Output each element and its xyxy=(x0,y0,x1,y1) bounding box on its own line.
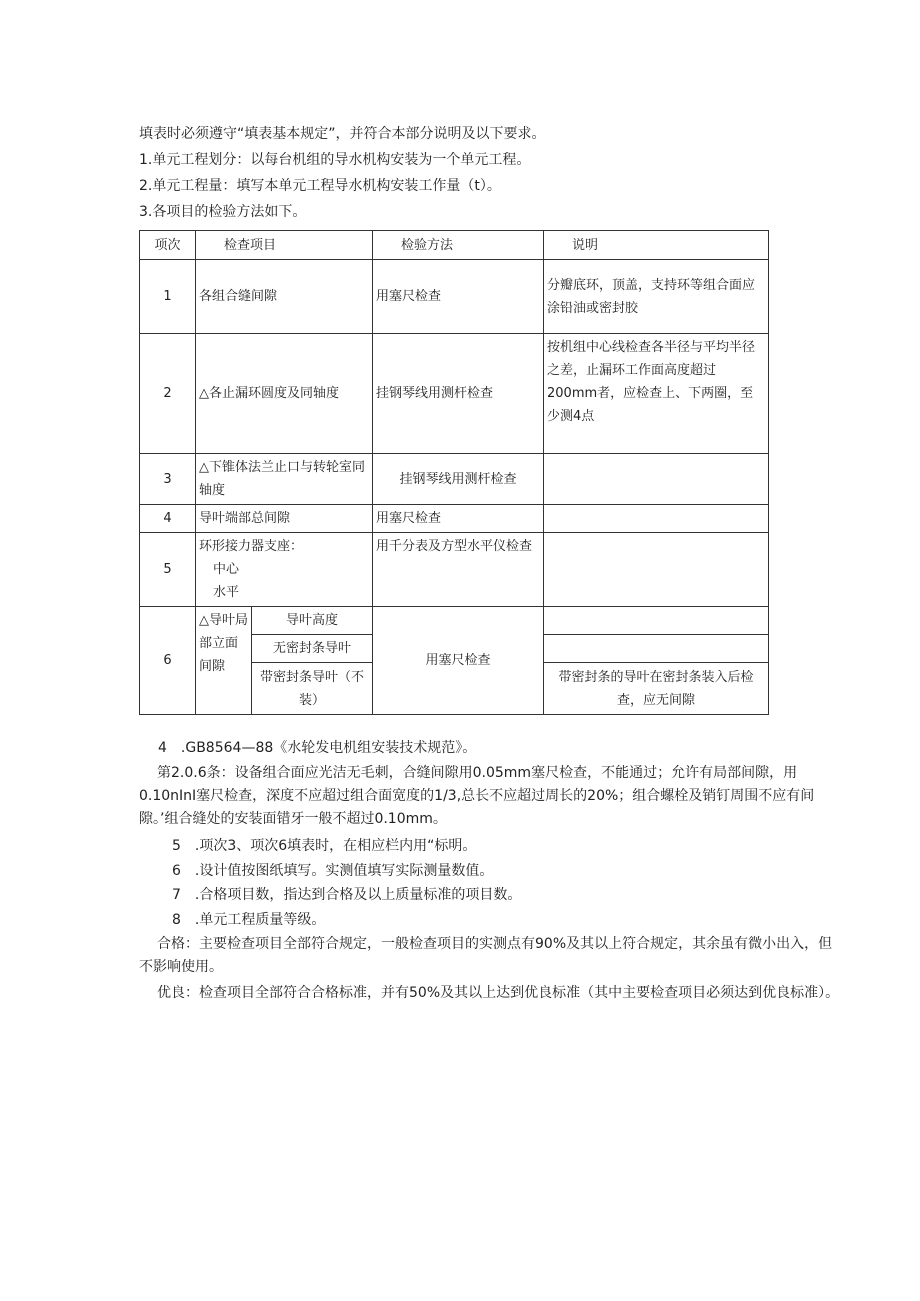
note-4: 4 .GB8564—88《水轮发电机组安装技术规范》。 xyxy=(158,740,477,756)
table-row xyxy=(140,260,769,334)
row-note xyxy=(544,635,769,663)
header-note: 说明 xyxy=(544,231,769,260)
row-item-group xyxy=(196,533,373,607)
inspection-table xyxy=(139,230,769,715)
row-method: 挂钢琴线用测杆检查 xyxy=(373,334,544,454)
row-item: △导叶局部立面间隙 xyxy=(196,607,252,715)
row-method: 用塞尺检查 xyxy=(373,260,544,334)
header-item: 检查项目 xyxy=(196,231,373,260)
header-method: 检验方法 xyxy=(373,231,544,260)
row-subitem: 导叶高度 xyxy=(252,607,373,635)
table-header-row xyxy=(140,231,769,260)
row-no: 2 xyxy=(140,334,196,454)
note-6: 6 .设计值按图纸填写。实测值填写实际测量数值。 xyxy=(172,863,494,879)
row-item: 导叶端部总间隙 xyxy=(196,505,373,533)
row-note: 分瓣底环，顶盖，支持环等组合面应涂铅油或密封胶 xyxy=(544,260,769,334)
table-row xyxy=(140,334,769,454)
row-note: 按机组中心线检查各半径与平均半径之差，止漏环工作面高度超过200mm者，应检查上、下两圈，至少测4点 xyxy=(544,334,769,454)
row-subitem-center: 中心 xyxy=(213,562,240,577)
row-item: △各止漏环圆度及同轴度 xyxy=(196,334,373,454)
row-method: 用塞尺检查 xyxy=(373,505,544,533)
row-no: 3 xyxy=(140,454,196,505)
grade-excellent: 优良：检查项目全部符合合格标准，并有50%及其以上达到优良标准（其中主要检查项目必须达到优良标准）。 xyxy=(157,985,840,1001)
intro-line-2: 2.单元工程量：填写本单元工程导水机构安装工作量（t）。 xyxy=(139,178,501,194)
note-7: 7 .合格项目数，指达到合格及以上质量标准的项目数。 xyxy=(172,887,522,903)
note-5: 5 .项次3、项次6填表时，在相应栏内用“标明。 xyxy=(172,838,477,854)
note-8: 8 .单元工程质量等级。 xyxy=(172,912,326,928)
table-row xyxy=(140,607,769,635)
intro-line-3: 3.各项目的检验方法如下。 xyxy=(139,204,307,220)
row-method: 挂钢琴线用测杆检查 xyxy=(373,454,544,505)
row-subitem-level: 水平 xyxy=(213,585,240,600)
row-item: 各组合缝间隙 xyxy=(196,260,373,334)
row-note xyxy=(544,533,769,607)
row-no: 6 xyxy=(140,607,196,715)
row-note xyxy=(544,607,769,635)
row-note xyxy=(544,505,769,533)
row-item: 环形接力器支座： xyxy=(199,539,304,554)
row-no: 5 xyxy=(140,533,196,607)
row-subitem: 带密封条导叶（不装） xyxy=(252,663,373,715)
row-item: △下锥体法兰止口与转轮室同轴度 xyxy=(196,454,373,505)
grade-pass: 合格：主要检查项目全部符合规定，一般检查项目的实测点有90%及其以上符合规定，其余虽有微小出入，但不影响使用。 xyxy=(139,936,833,975)
intro-line-0: 填表时必须遵守“填表基本规定”，并符合本部分说明及以下要求。 xyxy=(139,126,546,142)
table-row xyxy=(140,454,769,505)
header-no: 项次 xyxy=(140,231,196,260)
note-4-para: 第2.0.6条：设备组合面应光洁无毛刺，合缝间隙用0.05mm塞尺检查，不能通过；允许有局部间隙，用0.10nInI塞尺检查，深度不应超过组合面宽度的1/3,总长不应超过周长的20%；组合螺栓及销钉周围不应有间隙。’组合缝处的安装面错牙一般不超过0.10mm。 xyxy=(139,765,815,827)
row-note xyxy=(544,454,769,505)
row-no: 1 xyxy=(140,260,196,334)
table-row xyxy=(140,533,769,607)
row-method: 用塞尺检查 xyxy=(373,607,544,715)
intro-line-1: 1.单元工程划分：以每台机组的导水机构安装为一个单元工程。 xyxy=(139,152,531,168)
row-note: 带密封条的导叶在密封条装入后检查，应无间隙 xyxy=(544,663,769,715)
row-subitem: 无密封条导叶 xyxy=(252,635,373,663)
row-no: 4 xyxy=(140,505,196,533)
row-method: 用千分表及方型水平仪检查 xyxy=(373,533,544,607)
table-row xyxy=(140,505,769,533)
